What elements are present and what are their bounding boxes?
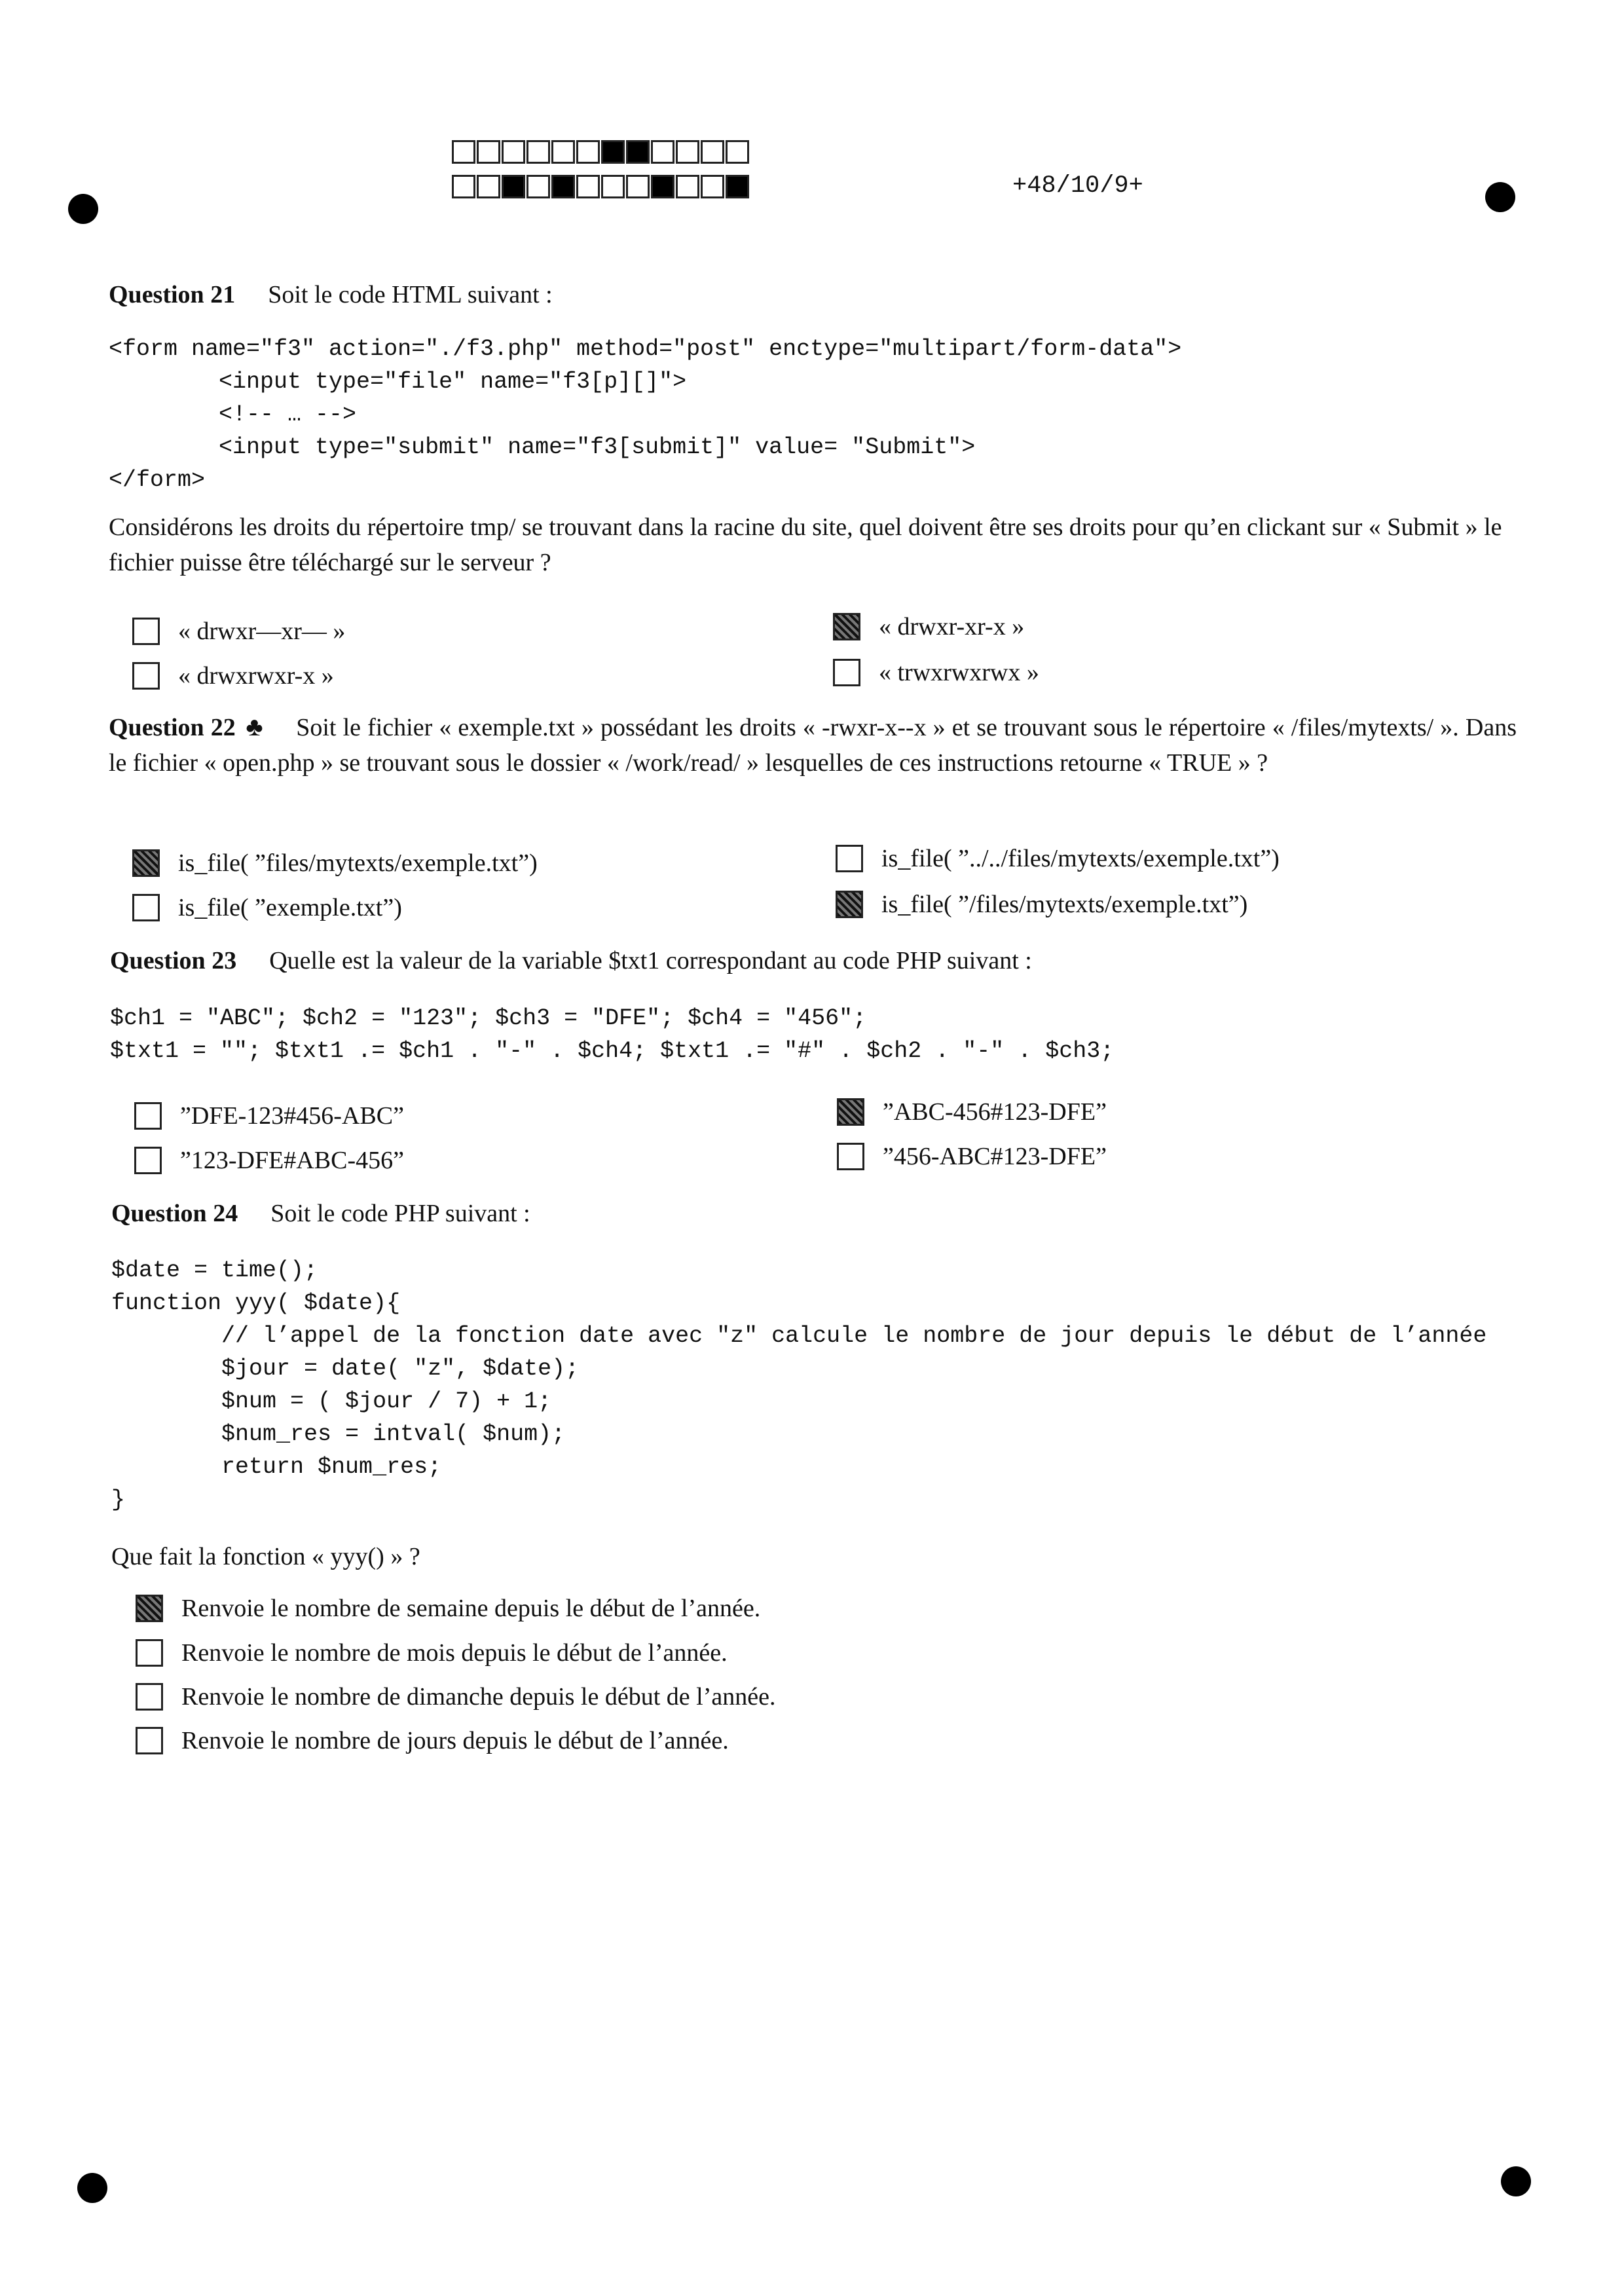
q22-option-1[interactable]: [132, 849, 538, 878]
q21-option-4[interactable]: [833, 658, 1039, 687]
q22-option-1-label: is_file( ”files/mytexts/exemple.txt”): [178, 849, 538, 877]
q23-option-4[interactable]: [837, 1142, 1107, 1171]
q23-option-2-label: ”ABC-456#123-DFE”: [883, 1098, 1107, 1126]
q21-option-4-label: « trwxrwxrwx »: [879, 659, 1039, 686]
q24-option-4-checkbox[interactable]: [136, 1727, 163, 1754]
question-22-prompt: Soit le fichier « exemple.txt » possédant les droits « -rwxr-x--x » et se trouvant sous le répertoire « /files/mytexts/ ». Dans le fichier « open.php » se trouvant sous le dossier « /work/read/ » lesquelles de ces instructions retourne « TRUE » ?: [109, 714, 1517, 777]
q23-option-3-checkbox[interactable]: [134, 1147, 162, 1174]
question-24-label: Question 24: [111, 1200, 238, 1227]
q24-option-2-checkbox[interactable]: [136, 1639, 163, 1667]
question-21-code: <form name="f3" action="./f3.php" method="post" enctype="multipart/form-data"> <input type="file" name="f3[p][]"> <!-- … --> <input type="submit" name="f3[submit]" value= "Submit"> </form>: [109, 336, 1182, 493]
q23-option-3[interactable]: [134, 1146, 404, 1175]
registration-mark-top-left: [68, 194, 98, 224]
question-21-title: [109, 280, 553, 309]
q23-option-3-label: ”123-DFE#ABC-456”: [180, 1147, 404, 1174]
question-24-code: $date = time(); function yyy( $date){ // l’appel de la fonction date avec "z" calcule le nombre de jour depuis le début de l’année $jour = date( "z", $date); $num = ( $jour / 7) + 1; $num_res = intval( $num); return $num_res; }: [111, 1257, 1487, 1513]
question-21-prompt: Soit le code HTML suivant :: [268, 281, 553, 308]
barcode-row-2: [452, 175, 750, 198]
question-21-label: Question 21: [109, 281, 236, 308]
q21-option-1-label: « drwxr—xr— »: [178, 618, 346, 645]
barcode-row-1: [452, 140, 750, 164]
q24-option-2[interactable]: [136, 1639, 728, 1667]
q23-option-4-checkbox[interactable]: [837, 1143, 864, 1170]
q22-option-4-label: is_file( ”/files/mytexts/exemple.txt”): [881, 891, 1248, 918]
registration-mark-bottom-right: [1501, 2166, 1531, 2196]
q24-option-1[interactable]: [136, 1594, 760, 1623]
q24-option-3-label: Renvoie le nombre de dimanche depuis le début de l’année.: [181, 1683, 776, 1711]
q22-option-3[interactable]: [132, 893, 402, 922]
q22-option-3-label: is_file( ”exemple.txt”): [178, 894, 402, 921]
question-22-text: [109, 709, 1517, 781]
q21-option-2-checkbox[interactable]: [833, 613, 860, 640]
sheet-id: +48/10/9+: [1012, 172, 1143, 200]
q23-option-4-label: ”456-ABC#123-DFE”: [883, 1143, 1107, 1170]
q22-option-2-checkbox[interactable]: [836, 845, 863, 872]
question-23-prompt: Quelle est la valeur de la variable $txt1 correspondant au code PHP suivant :: [269, 947, 1032, 974]
registration-mark-top-right: [1485, 182, 1515, 212]
q22-option-1-checkbox[interactable]: [132, 849, 160, 877]
registration-mark-bottom-left: [77, 2173, 107, 2203]
q21-option-1[interactable]: [132, 617, 345, 646]
q22-option-4-checkbox[interactable]: [836, 891, 863, 918]
question-24-title: [111, 1199, 530, 1228]
question-21-text: Considérons les droits du répertoire tmp/ se trouvant dans la racine du site, quel doivent être ses droits pour qu’en clickant sur « Submit » le fichier puisse être téléchargé sur le serveur ?: [109, 513, 1502, 576]
q24-option-3-checkbox[interactable]: [136, 1683, 163, 1711]
q24-option-2-label: Renvoie le nombre de mois depuis le début de l’année.: [181, 1639, 728, 1667]
q24-option-4[interactable]: [136, 1726, 729, 1755]
q21-option-3[interactable]: [132, 661, 334, 690]
q23-option-1-label: ”DFE-123#456-ABC”: [180, 1102, 404, 1130]
q21-option-2[interactable]: [833, 612, 1024, 641]
q23-option-1-checkbox[interactable]: [134, 1102, 162, 1130]
question-23-code: $ch1 = "ABC"; $ch2 = "123"; $ch3 = "DFE"; $ch4 = "456"; $txt1 = ""; $txt1 .= $ch1 . "-" . $ch4; $txt1 .= "#" . $ch2 . "-" . $ch3;: [110, 1005, 1115, 1064]
q22-option-3-checkbox[interactable]: [132, 894, 160, 921]
q22-option-2-label: is_file( ”../../files/mytexts/exemple.txt”): [881, 845, 1280, 872]
q21-option-3-label: « drwxrwxr-x »: [178, 662, 334, 690]
question-22-label: Question 22: [109, 714, 236, 741]
q24-option-3[interactable]: [136, 1682, 775, 1711]
question-23-title: [110, 946, 1032, 975]
q23-option-2[interactable]: [837, 1098, 1107, 1126]
question-23-label: Question 23: [110, 947, 237, 974]
q24-option-1-checkbox[interactable]: [136, 1595, 163, 1622]
q21-option-3-checkbox[interactable]: [132, 662, 160, 690]
q23-option-2-checkbox[interactable]: [837, 1098, 864, 1126]
q21-option-2-label: « drwxr-xr-x »: [879, 613, 1025, 640]
question-24-question: Que fait la fonction « yyy() » ?: [111, 1543, 420, 1570]
q21-option-1-checkbox[interactable]: [132, 618, 160, 645]
club-icon: ♣: [245, 712, 264, 741]
q24-option-1-label: Renvoie le nombre de semaine depuis le début de l’année.: [181, 1595, 761, 1622]
question-24-prompt: Soit le code PHP suivant :: [270, 1200, 530, 1227]
q21-option-4-checkbox[interactable]: [833, 659, 860, 686]
q24-option-4-label: Renvoie le nombre de jours depuis le début de l’année.: [181, 1727, 729, 1754]
q22-option-2[interactable]: [836, 844, 1280, 873]
q22-option-4[interactable]: [836, 890, 1247, 919]
q23-option-1[interactable]: [134, 1102, 404, 1130]
